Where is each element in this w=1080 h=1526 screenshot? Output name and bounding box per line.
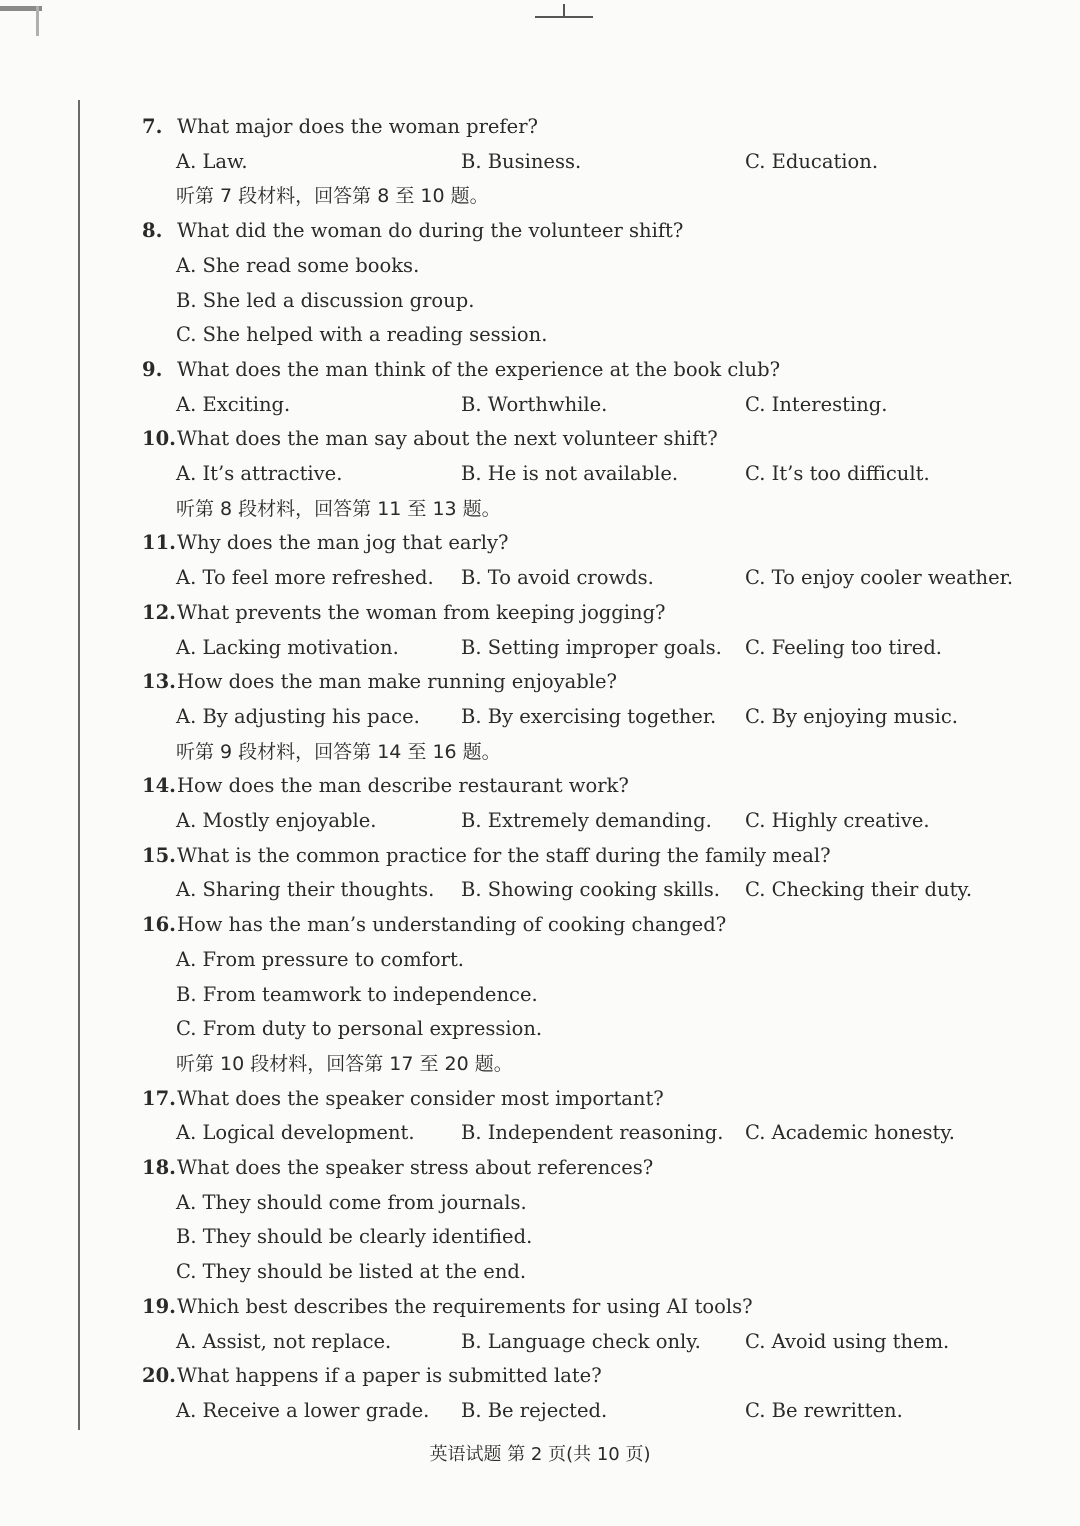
section-instruction (0, 735, 1080, 769)
option-c[interactable]: C. She helped with a reading session. (176, 323, 548, 347)
answer-options-row (0, 145, 1080, 179)
question-text: How does the man describe restaurant work? (177, 774, 629, 798)
question-stem (0, 769, 1080, 803)
section-instruction (0, 492, 1080, 526)
question-text: How has the man’s understanding of cooking changed? (177, 913, 727, 937)
answer-options-row (0, 1394, 1080, 1428)
answer-options-row (0, 1325, 1080, 1359)
question-number: 9. (142, 357, 163, 381)
option-b[interactable]: B. By exercising together. (461, 704, 717, 728)
section-instruction-text: 听第 9 段材料，回答第 14 至 16 题。 (176, 740, 501, 763)
question-number: 7. (142, 115, 163, 138)
answer-option-line (0, 1186, 1080, 1220)
question-number: 14. (142, 774, 176, 798)
question-text: Why does the man jog that early? (177, 531, 509, 555)
question-number: 16. (142, 913, 176, 937)
answer-option-line (0, 249, 1080, 283)
answer-options-row (0, 561, 1080, 595)
option-b[interactable]: B. Setting improper goals. (461, 635, 722, 659)
option-c[interactable]: C. Education. (745, 149, 879, 173)
question-stem (0, 596, 1080, 630)
option-c[interactable]: C. Avoid using them. (745, 1329, 950, 1353)
section-instruction-text: 听第 10 段材料，回答第 17 至 20 题。 (176, 1052, 513, 1075)
option-c[interactable]: C. They should be listed at the end. (176, 1260, 527, 1284)
answer-option-line (0, 1220, 1080, 1254)
option-a[interactable]: A. To feel more refreshed. (176, 566, 434, 590)
option-c[interactable]: C. From duty to personal expression. (176, 1017, 543, 1041)
section-instruction-text: 听第 8 段材料，回答第 11 至 13 题。 (176, 497, 501, 520)
question-stem (0, 353, 1080, 387)
question-stem (0, 908, 1080, 942)
question-stem (0, 1359, 1080, 1393)
option-a[interactable]: A. Exciting. (176, 392, 291, 416)
question-stem (0, 214, 1080, 248)
option-b[interactable]: B. Be rejected. (461, 1398, 608, 1422)
question-stem (0, 422, 1080, 456)
option-a[interactable]: A. She read some books. (176, 253, 420, 277)
answer-options-row (0, 457, 1080, 491)
answer-option-line (0, 318, 1080, 352)
question-text: What prevents the woman from keeping jogging? (177, 600, 666, 624)
question-text: What does the man say about the next volunteer shift? (177, 427, 718, 451)
question-text: What does the speaker consider most important? (177, 1086, 664, 1110)
option-a[interactable]: A. Sharing their thoughts. (176, 878, 435, 902)
option-b[interactable]: B. Business. (461, 149, 582, 173)
question-text: How does the man make running enjoyable? (177, 670, 617, 694)
question-number: 11. (142, 531, 176, 555)
option-b[interactable]: B. Extremely demanding. (461, 809, 712, 832)
question-number: 19. (142, 1294, 176, 1318)
question-number: 17. (142, 1086, 176, 1110)
answer-options-row (0, 804, 1080, 838)
option-a[interactable]: A. Lacking motivation. (176, 635, 399, 659)
option-c[interactable]: C. Be rewritten. (745, 1398, 903, 1422)
option-a[interactable]: A. Mostly enjoyable. (176, 809, 377, 832)
question-text: What does the man think of the experience at the book club? (177, 357, 781, 381)
option-a[interactable]: A. Law. (176, 149, 248, 173)
section-instruction (0, 1047, 1080, 1081)
question-stem (0, 110, 1080, 144)
question-text: What did the woman do during the volunteer shift? (177, 219, 684, 243)
question-stem (0, 1151, 1080, 1185)
answer-option-line (0, 284, 1080, 318)
question-number: 12. (142, 600, 176, 624)
page-footer: 英语试题 第 2 页(共 10 页) (429, 1444, 651, 1465)
question-number: 15. (142, 843, 176, 867)
question-stem (0, 1082, 1080, 1116)
option-b[interactable]: B. Worthwhile. (461, 392, 608, 416)
option-a[interactable]: A. By adjusting his pace. (176, 704, 420, 728)
answer-option-line (0, 943, 1080, 977)
option-a[interactable]: A. It’s attractive. (176, 462, 343, 485)
question-number: 8. (142, 219, 163, 243)
question-text: What is the common practice for the staff during the family meal? (177, 843, 831, 867)
question-number: 10. (142, 427, 176, 451)
section-instruction (0, 179, 1080, 213)
option-c[interactable]: C. It’s too difficult. (745, 462, 930, 485)
answer-option-line (0, 1012, 1080, 1046)
option-b[interactable]: B. Showing cooking skills. (461, 878, 720, 902)
answer-options-row (0, 1116, 1080, 1150)
question-text: What major does the woman prefer? (177, 115, 538, 138)
option-b[interactable]: B. He is not available. (461, 462, 679, 485)
question-stem (0, 665, 1080, 699)
question-stem (0, 526, 1080, 560)
answer-options-row (0, 388, 1080, 422)
option-a[interactable]: A. Assist, not replace. (176, 1329, 392, 1353)
option-c[interactable]: C. Interesting. (745, 392, 888, 416)
option-b[interactable]: B. They should be clearly identified. (176, 1225, 533, 1249)
option-c[interactable]: C. Academic honesty. (745, 1121, 955, 1145)
question-number: 18. (142, 1156, 176, 1179)
question-text: Which best describes the requirements for using AI tools? (177, 1294, 753, 1318)
option-a[interactable]: A. From pressure to comfort. (176, 947, 464, 971)
option-b[interactable]: B. To avoid crowds. (461, 566, 654, 590)
question-stem (0, 839, 1080, 873)
question-stem (0, 1290, 1080, 1324)
question-text: What happens if a paper is submitted late? (177, 1364, 602, 1388)
section-instruction-text: 听第 7 段材料，回答第 8 至 10 题。 (176, 185, 489, 208)
answer-options-row (0, 700, 1080, 734)
answer-option-line (0, 1255, 1080, 1289)
option-b[interactable]: B. Independent reasoning. (461, 1121, 724, 1145)
question-number: 20. (142, 1364, 176, 1388)
option-c[interactable]: C. By enjoying music. (745, 704, 958, 728)
option-c[interactable]: C. Highly creative. (745, 809, 930, 832)
answer-option-line (0, 978, 1080, 1012)
option-a[interactable]: A. They should come from journals. (176, 1190, 527, 1214)
answer-options-row (0, 631, 1080, 665)
option-c[interactable]: C. Checking their duty. (745, 878, 973, 902)
option-b[interactable]: B. She led a discussion group. (176, 288, 475, 312)
option-b[interactable]: B. From teamwork to independence. (176, 982, 538, 1006)
question-text: What does the speaker stress about references? (177, 1156, 654, 1179)
option-a[interactable]: A. Logical development. (176, 1121, 415, 1145)
answer-options-row (0, 873, 1080, 907)
question-number: 13. (142, 670, 176, 694)
option-c[interactable]: C. To enjoy cooler weather. (745, 566, 1014, 590)
option-c[interactable]: C. Feeling too tired. (745, 635, 943, 659)
option-a[interactable]: A. Receive a lower grade. (176, 1398, 430, 1422)
option-b[interactable]: B. Language check only. (461, 1329, 701, 1353)
